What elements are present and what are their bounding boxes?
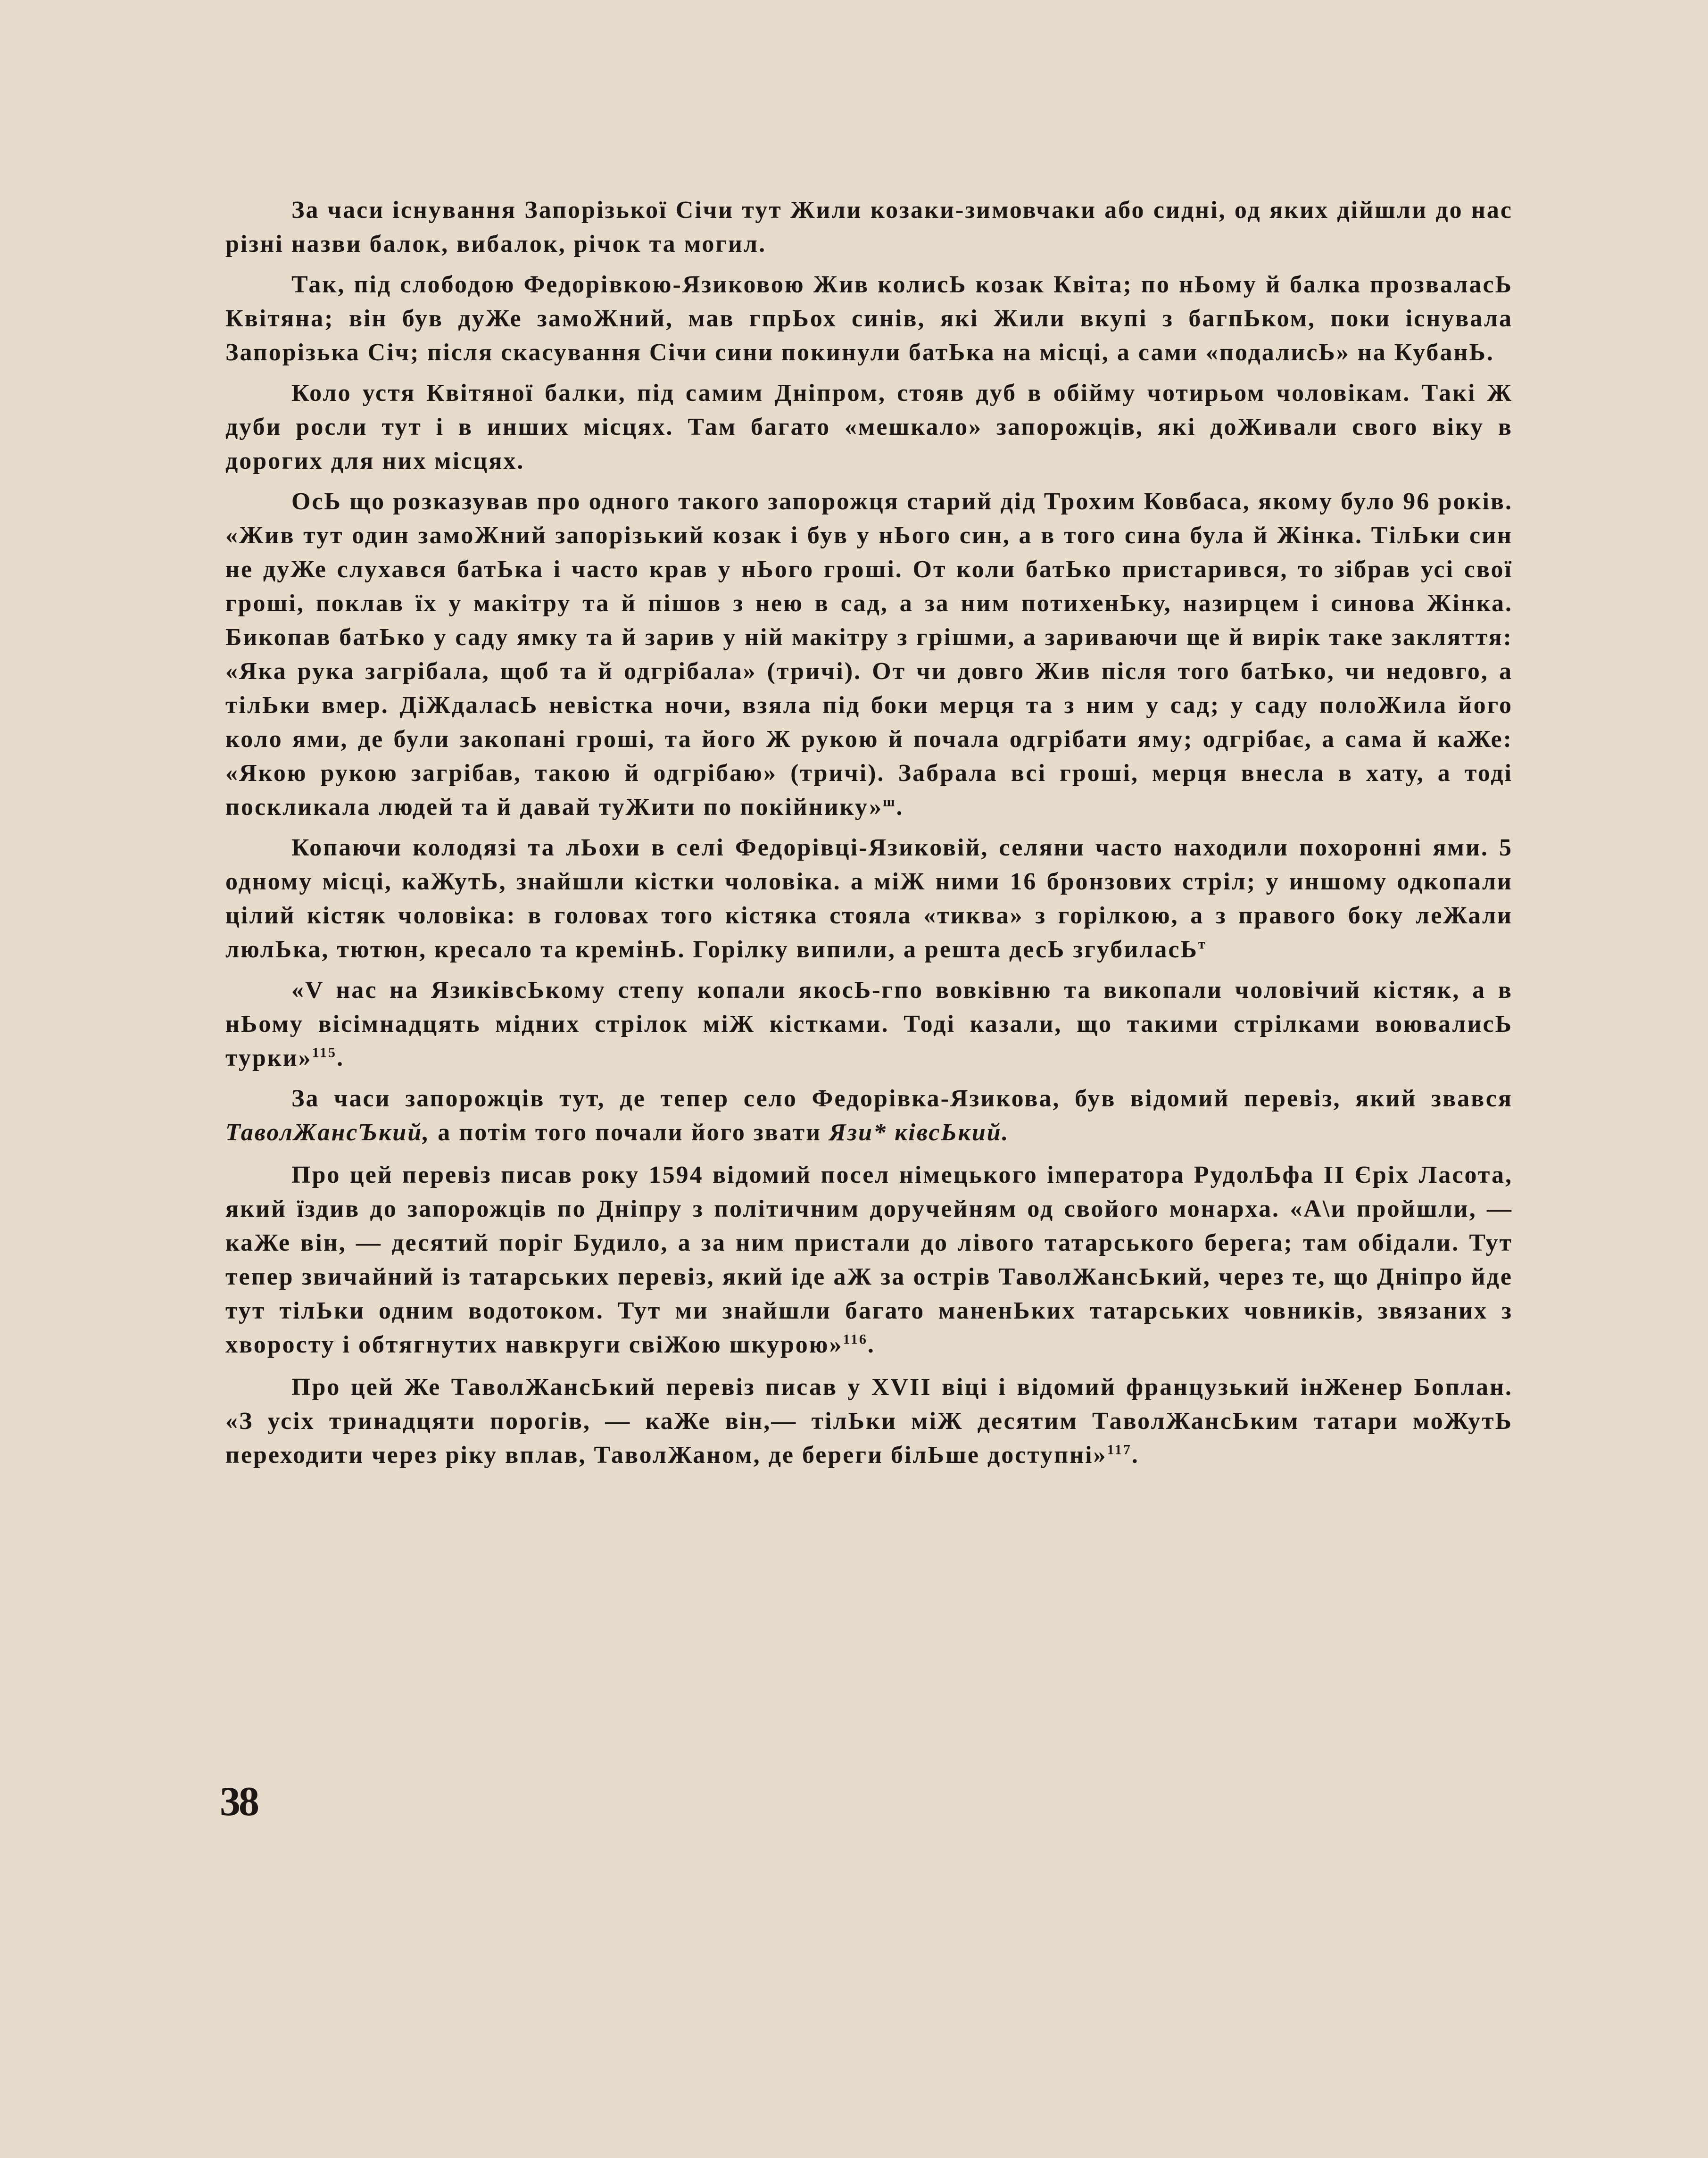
paragraph-4-end: . xyxy=(896,794,904,821)
ferry-name-yazykivsky: Язи* ківсЬкий. xyxy=(829,1119,1010,1146)
body-text xyxy=(225,193,1513,1472)
ferry-name-tavolzhansky: ТаволЖансЪкий, xyxy=(225,1119,431,1146)
paragraph-6-text: «V нас на ЯзиківсЬкому степу копали якосЬ-гпо вовківню та викопали чоловічий кістяк, а в нЬому вісімнадцять мідних стрілок міЖ кістками. Тоді казали, що такими стрілками воювалисЬ турки» xyxy=(225,977,1513,1071)
paragraph-9-text: Про цей Же ТаволЖансЬкий перевіз писав у XVII віці і відомий французький інЖенер Боплан. «З усіх тринадцяти порогів, — каЖе він,— тілЬки міЖ десятим ТаволЖансЬким татари моЖутЬ переходити через ріку вплав, ТаволЖаном, де береги білЬше доступні» xyxy=(225,1374,1513,1469)
paragraph-8 xyxy=(225,1158,1513,1362)
footnote-ref-6: 115 xyxy=(312,1045,337,1061)
paragraph-2 xyxy=(225,268,1513,370)
paragraph-2-text: Так, під слободою Федорівкою-Язиковою Жив колисЬ козак Квіта; по нЬому й балка прозваласЬ Квітяна; він був дуЖе замоЖний, мав гпрЬох синів, які Жили вкупі з багпЬком, поки існувала Запорізька Січ; після скасування Січи сини покинули батЬка на місці, а сами «подалисЬ» на КубанЬ. xyxy=(225,271,1513,366)
paragraph-8-end: . xyxy=(867,1331,875,1358)
footnote-ref-9: 117 xyxy=(1107,1442,1132,1458)
paragraph-4-text: ОсЬ що розказував про одного такого запорожця старий дід Трохим Ковбаса, якому було 96 років. «Жив тут один замоЖний запорізький козак і був у нЬого син, а в того сина була й Жінка. ТілЬки син не дуЖе слухався батЬка і часто крав у нЬого гроші. От коли батЬко пристарився, то зібрав усі свої гроші, поклав їх у макітру та й пішов з нею в сад, а за ним потихенЬку, назирцем і синова Жінка. Бикопав батЬко у саду ямку та й зарив у ній макітру з грішми, а зариваючи ще й вирік таке закляття: «Яка рука загрібала, щоб та й одгрібала» (тричі). От чи довго Жив після того батЬко, чи недовго, а тілЬки вмер. ДіЖдаласЬ невістка ночи, взяла під боки мерця та з ним у сад; у саду полоЖила його коло ями, де були закопані гроші, та його Ж рукою й почала одгрібати яму; одгрібає, а сама й каЖе: «Якою рукою загрібав, такою й одгрібаю» (тричі). Забрала всі гроші, мерця внесла в хату, а тоді поскликала людей та й давай туЖити по покійнику» xyxy=(225,488,1513,821)
footnote-ref-8: 116 xyxy=(843,1331,868,1347)
paragraph-7 xyxy=(225,1082,1513,1150)
paragraph-7-text-middle: а потім того почали його звати xyxy=(430,1119,829,1146)
page-number: 38 xyxy=(220,1779,257,1825)
paragraph-4 xyxy=(225,485,1513,824)
paragraph-7-text-before: За часи запорожців тут, де тепер село Федорівка-Язикова, був відомий перевіз, який звався xyxy=(291,1085,1513,1112)
paragraph-1 xyxy=(225,193,1513,261)
paragraph-8-text: Про цей перевіз писав року 1594 відомий посел німецького імператора РудолЬфа II Єріх Ласота, який їздив до запорожців по Дніпру з політичним доручейням од свойого монарха. «А\и пройшли, — каЖе він, — десятий поріг Будило, а за ним пристали до лівого татарського берега; там обідали. Тут тепер звичайний із татарських перевіз, який іде аЖ за острів ТаволЖансЬкий, через те, що Дніпро йде тут тілЬки одним водотоком. Тут ми знайшли багато маненЬких татарських човників, звязаних з хворосту і обтягнутих навкруги свіЖою шкурою» xyxy=(225,1162,1513,1358)
paragraph-9-end: . xyxy=(1131,1442,1139,1469)
paragraph-1-text: За часи існування Запорізької Січи тут Жили козаки-зимовчаки або сидні, од яких дійшли до нас різні назви балок, вибалок, річок та могил. xyxy=(225,197,1513,257)
footnote-ref-4: ш xyxy=(883,794,896,810)
paragraph-3 xyxy=(225,376,1513,478)
footnote-ref-5: т xyxy=(1198,936,1207,952)
paragraph-5 xyxy=(225,831,1513,967)
paragraph-9 xyxy=(225,1370,1513,1472)
paragraph-3-text: Коло устя Квітяної балки, під самим Дніпром, стояв дуб в обійму чотирьом чоловікам. Такі Ж дуби росли тут і в инших місцях. Там багато «мешкало» запорожців, які доЖивали свого віку в дорогих для них місцях. xyxy=(225,380,1513,474)
paragraph-6-end: . xyxy=(337,1045,345,1071)
paragraph-5-text: Копаючи колодязі та лЬохи в селі Федорівці-Язиковій, селяни часто находили похоронні ями. 5 одному місці, каЖутЬ, знайшли кістки чоловіка. а міЖ ними 16 бронзових стріл; у иншому одкопали цілий кістяк чоловіка: в головах того кістяка стояла «тиква» з горілкою, а з правого боку леЖали люлЬка, тютюн, кресало та кремінЬ. Горілку випили, а решта десЬ згубиласЬ xyxy=(225,834,1513,963)
paragraph-6 xyxy=(225,973,1513,1075)
